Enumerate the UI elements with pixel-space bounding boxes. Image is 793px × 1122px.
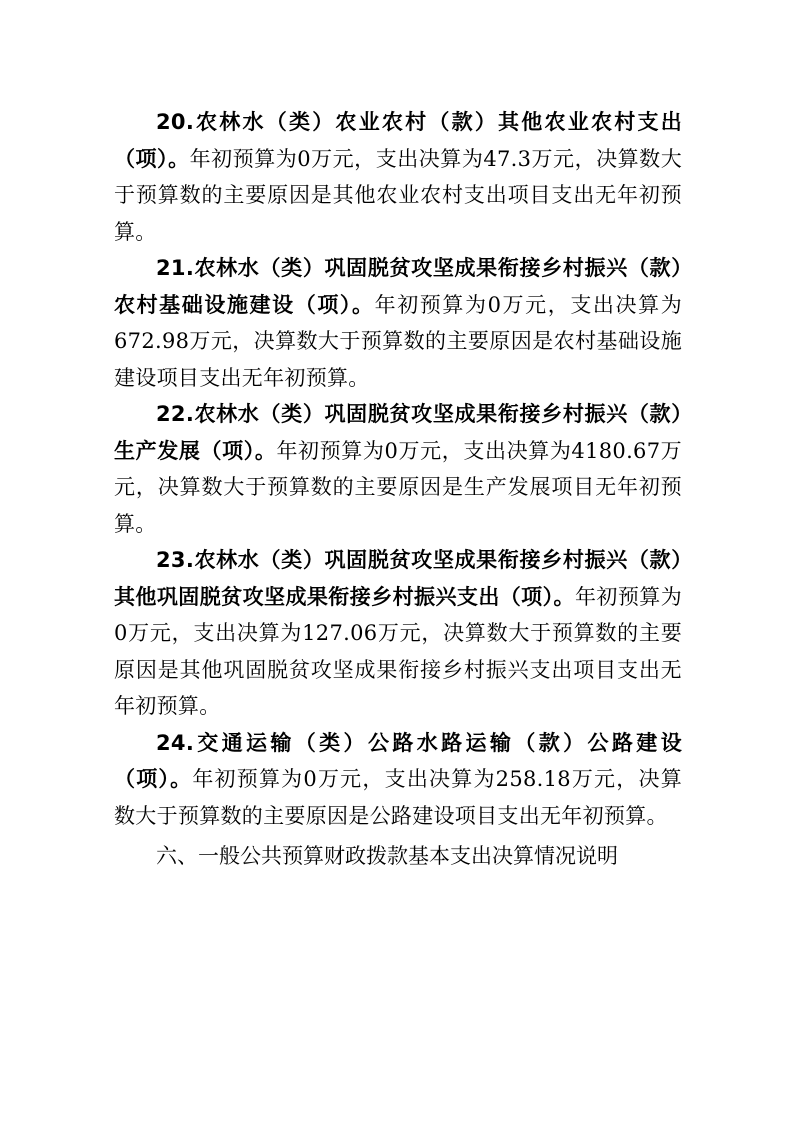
- document-body: [114, 104, 682, 896]
- paragraph-item-24: [114, 725, 682, 835]
- paragraph-item-21: [114, 250, 682, 396]
- paragraph-heading: 22.农林水（类）巩固脱贫攻坚成果衔接乡村振兴（款）生产发展（项）。: [114, 402, 682, 463]
- paragraph-heading: 23.农林水（类）巩固脱贫攻坚成果衔接乡村振兴（款）其他巩固脱贫攻坚成果衔接乡村振兴支出（项）。: [114, 548, 682, 609]
- paragraph-item-20: [114, 104, 682, 250]
- paragraph-body: 年初预算为0万元，支出决算为672.98万元，决算数大于预算数的主要原因是农村基础设施建设项目支出无年初预算。: [114, 292, 682, 390]
- section-title: 六、一般公共预算财政拨款基本支出决算情况说明: [156, 844, 618, 868]
- paragraph-item-23: [114, 542, 682, 725]
- paragraph-heading: 20.农林水（类）农业农村（款）其他农业农村支出（项）。: [114, 110, 682, 171]
- paragraph-body: 年初预算为0万元，支出决算为4180.67万元，决算数大于预算数的主要原因是生产发展项目无年初预算。: [114, 438, 682, 536]
- paragraph-heading: 24.交通运输（类）公路水路运输（款）公路建设（项）。: [114, 730, 682, 791]
- paragraph-body: 年初预算为0万元，支出决算为127.06万元，决算数大于预算数的主要原因是其他巩固脱贫攻坚成果衔接乡村振兴支出项目支出无年初预算。: [114, 584, 682, 718]
- paragraph-item-22: [114, 396, 682, 542]
- paragraph-body: 年初预算为0万元，支出决算为258.18万元，决算数大于预算数的主要原因是公路建设项目支出无年初预算。: [114, 767, 682, 828]
- paragraph-body: 年初预算为0万元，支出决算为47.3万元，决算数大于预算数的主要原因是其他农业农村支出项目支出无年初预算。: [114, 146, 682, 244]
- paragraph-heading: 21.农林水（类）巩固脱贫攻坚成果衔接乡村振兴（款）农村基础设施建设（项）。: [114, 256, 682, 317]
